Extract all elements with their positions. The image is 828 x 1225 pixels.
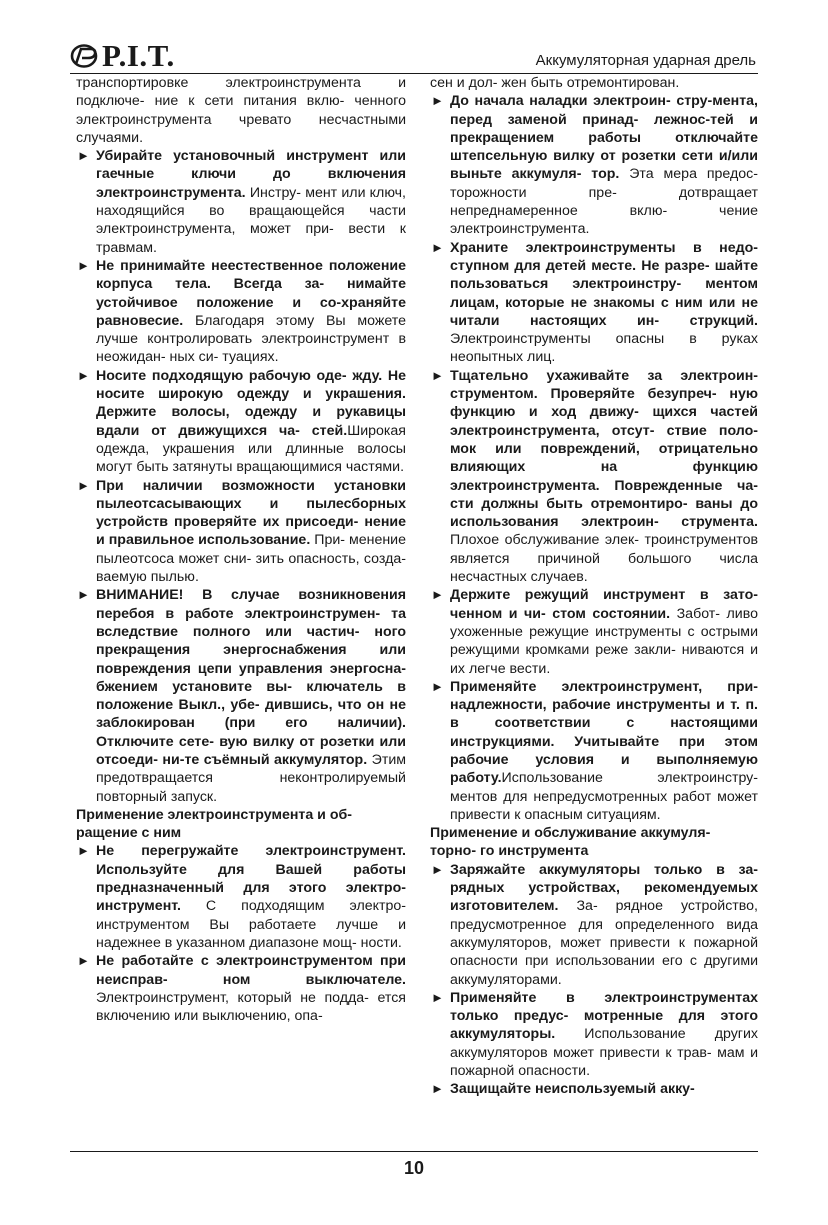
bullet-item-bold-text: При наличии возможности установки пылеотсасывающих и пылесборных устройств проверяйте их присоеди- нение и правильное использование.	[96, 477, 406, 549]
bullet-item-bold-text: Применяйте в электроинструментах только предус- мотренные для этого аккумуляторы.	[450, 989, 758, 1043]
bullet-item-text: Использование электроинстру- ментов для непредусмотренных работ может привести к опасным ситуациям.	[450, 770, 758, 823]
paragraph-continuation: сен и дол- жен быть отремонтирован.	[430, 75, 680, 91]
bullet-item-bold-text: Убирайте установочный инструмент или гаечные ключи до включения электроинструмента.	[96, 148, 406, 201]
bullet-arrow-icon: ►	[431, 1081, 444, 1097]
bullet-item-text: Широкая одежда, украшения или длинные волосы могут быть затянуты вращающимися частями.	[96, 422, 406, 476]
bullet-item-text: Этим предотвращается неконтролируемый повторный запуск.	[96, 751, 406, 805]
page-number: 10	[403, 1158, 425, 1178]
bullet-item-bold-text: Заряжайте аккумуляторы только в за- рядных устройствах, рекомендуемых изготовителем.	[450, 861, 758, 915]
bullet-arrow-icon: ►	[77, 843, 90, 859]
bullet-item	[430, 989, 758, 1080]
section-heading: Применение электроинструмента и об- ращение с ним	[76, 806, 352, 842]
bullet-item	[430, 861, 758, 989]
bullet-arrow-icon: ►	[431, 93, 444, 109]
bullet-item-text: С подходящим электро- инструментом Вы работаете лучше и надежнее в указанном диапазоне мощ- ности.	[96, 898, 406, 951]
bullet-arrow-icon: ►	[77, 148, 90, 164]
bullet-item	[76, 147, 406, 257]
bullet-item-text: При- менение пылеотсоса может сни- зить опасность, созда- ваемую пылью.	[96, 532, 406, 586]
bullet-arrow-icon: ►	[431, 989, 444, 1005]
bullet-item-text: Эта мера предос- торожности пре- дотвращает непреднамеренное вклю- чение электроинструмента.	[450, 166, 758, 238]
bullet-arrow-icon: ►	[77, 257, 90, 273]
bullet-item-text: Электроинструменты опасны в руках неопытных лиц.	[450, 331, 758, 366]
bullet-item-text: Инстру- мент или ключ, находящийся во вращающейся части электроинструмента, может при- вести к травмам.	[96, 184, 406, 256]
bullet-item-bold-text: Носите подходящую рабочую оде- жду. Не носите широкую одежду и украшения. Держите волосы, одежду и рукавицы вдали от движущихся ча- стей.	[96, 367, 406, 439]
bullet-item-text: Плохое обслуживание элек- троинструментов является причиной большого числа несчастных случаев.	[450, 532, 758, 586]
bullet-item-bold-text: Применяйте электроинструмент, при- надлежности, рабочие инструменты и т. п. в соответствии с настоящими инструкциями. Учитывайте при этом рабочие условия и выполняемую работу.	[450, 678, 758, 787]
bullet-item	[76, 586, 406, 806]
bullet-item	[76, 842, 406, 952]
logo-text: P.I.T.	[102, 38, 175, 73]
bullet-item-text: Забот- ливо ухоженные режущие инструменты с острыми режущими кромками реже закли- ниваются и их легче вести.	[450, 605, 758, 677]
bullet-arrow-icon: ►	[431, 587, 444, 603]
bullet-item-bold-text: Не работайте с электроинструментом при неисправ- ном выключателе.	[96, 953, 406, 988]
bullet-item-text: Благодаря этому Вы можете лучше контролировать электроинструмент в неожидан- ных си- туациях.	[96, 312, 406, 366]
bullet-item	[430, 92, 758, 238]
bullet-item-bold-text: До начала наладки электроин- стру-мента, перед заменой принад- лежнос-тей и прекращением работы отключайте штепсельную вилку от розетки сети и/или выньте аккумуля- тор.	[450, 93, 758, 183]
page-header	[70, 38, 758, 74]
bullet-arrow-icon: ►	[431, 861, 444, 877]
bullet-item	[430, 1080, 758, 1098]
bullet-arrow-icon: ►	[77, 953, 90, 969]
left-column	[76, 74, 406, 1025]
bullet-arrow-icon: ►	[431, 678, 444, 694]
bullet-item	[76, 367, 406, 477]
bullet-arrow-icon: ►	[431, 239, 444, 255]
section-heading: Применение и обслуживание аккумуля- торно- го инструмента	[430, 825, 711, 860]
bullet-item	[76, 952, 406, 1025]
paragraph-continuation: транспортировке электроинструмента и подключе- ние к сети питания вклю- ченного электроинструмента чревато несчастными случаями.	[76, 75, 406, 146]
bullet-arrow-icon: ►	[77, 367, 90, 383]
bullet-item-bold-text: Держите режущий инструмент в зато- ченном и чи- стом состоянии.	[450, 587, 758, 622]
bullet-item-bold-text: Не принимайте неестественное положение корпуса тела. Всегда за- нимайте устойчивое положение и со-храняйте равновесие.	[96, 257, 406, 329]
document-title: Аккумуляторная ударная дрель	[535, 52, 756, 69]
bullet-arrow-icon: ►	[77, 587, 90, 603]
bullet-item-text: Использование других аккумуляторов может привести к трав- мам и пожарной опасности.	[450, 1026, 758, 1080]
bullet-item	[430, 586, 758, 677]
bullet-item-text: За- рядное устройство, предусмотренное для определенного вида аккумуляторов, может привести к пожарной опасности при использовании его с другими аккумуляторами.	[450, 898, 758, 988]
bullet-item	[430, 678, 758, 824]
right-column	[430, 74, 758, 1099]
bullet-arrow-icon: ►	[77, 477, 90, 493]
footer-rule	[70, 1151, 758, 1152]
bullet-item-bold-text: Храните электроинструменты в недо- ступном для детей месте. Не разре- шайте пользоваться электроинстру- ментом лицам, которые не знакомы с ним или не читали настоящих ин- струкций.	[450, 239, 758, 329]
bullet-item	[76, 257, 406, 367]
pit-logo-icon	[70, 43, 100, 69]
bullet-item	[76, 477, 406, 587]
bullet-item-text: Электроинструмент, который не подда- ется включению или выключению, опа-	[96, 989, 406, 1025]
bullet-item-bold-text: Не перегружайте электроинструмент. Используйте для Вашей работы предназначенный для этого электро- инструмент.	[96, 843, 406, 915]
bullet-item	[430, 239, 758, 367]
bullet-item-bold-text: ВНИМАНИЕ! В случае возникновения перебоя в работе электроинструмен- та вследствие полного или частич- ного прекращения энергоснабжения или повреждения цепи управления энергосна-бжением установите вы- ключатель в положение Выкл., убе- дившись, что он не заблокирован (при его наличии). Отключите сете- вую вилку от розетки или отсоеди- ни-те съёмный аккумулятор.	[96, 587, 406, 768]
pit-logo	[70, 38, 175, 74]
bullet-item-bold-text: Тщательно ухаживайте за электроин- струментом. Проверяйте безупреч- ную функцию и ход движу- щихся частей электроинструмента, отсут- ствие поло- мок или повреждений, отрицательно влияющих на функцию электроинструмента. Поврежденные ча- сти должны быть отремонтиро- ваны до использования электроин- струмента.	[450, 367, 758, 531]
bullet-item-bold-text: Защищайте неиспользуемый акку-	[450, 1081, 695, 1098]
bullet-arrow-icon: ►	[431, 367, 444, 383]
bullet-item	[430, 367, 758, 587]
